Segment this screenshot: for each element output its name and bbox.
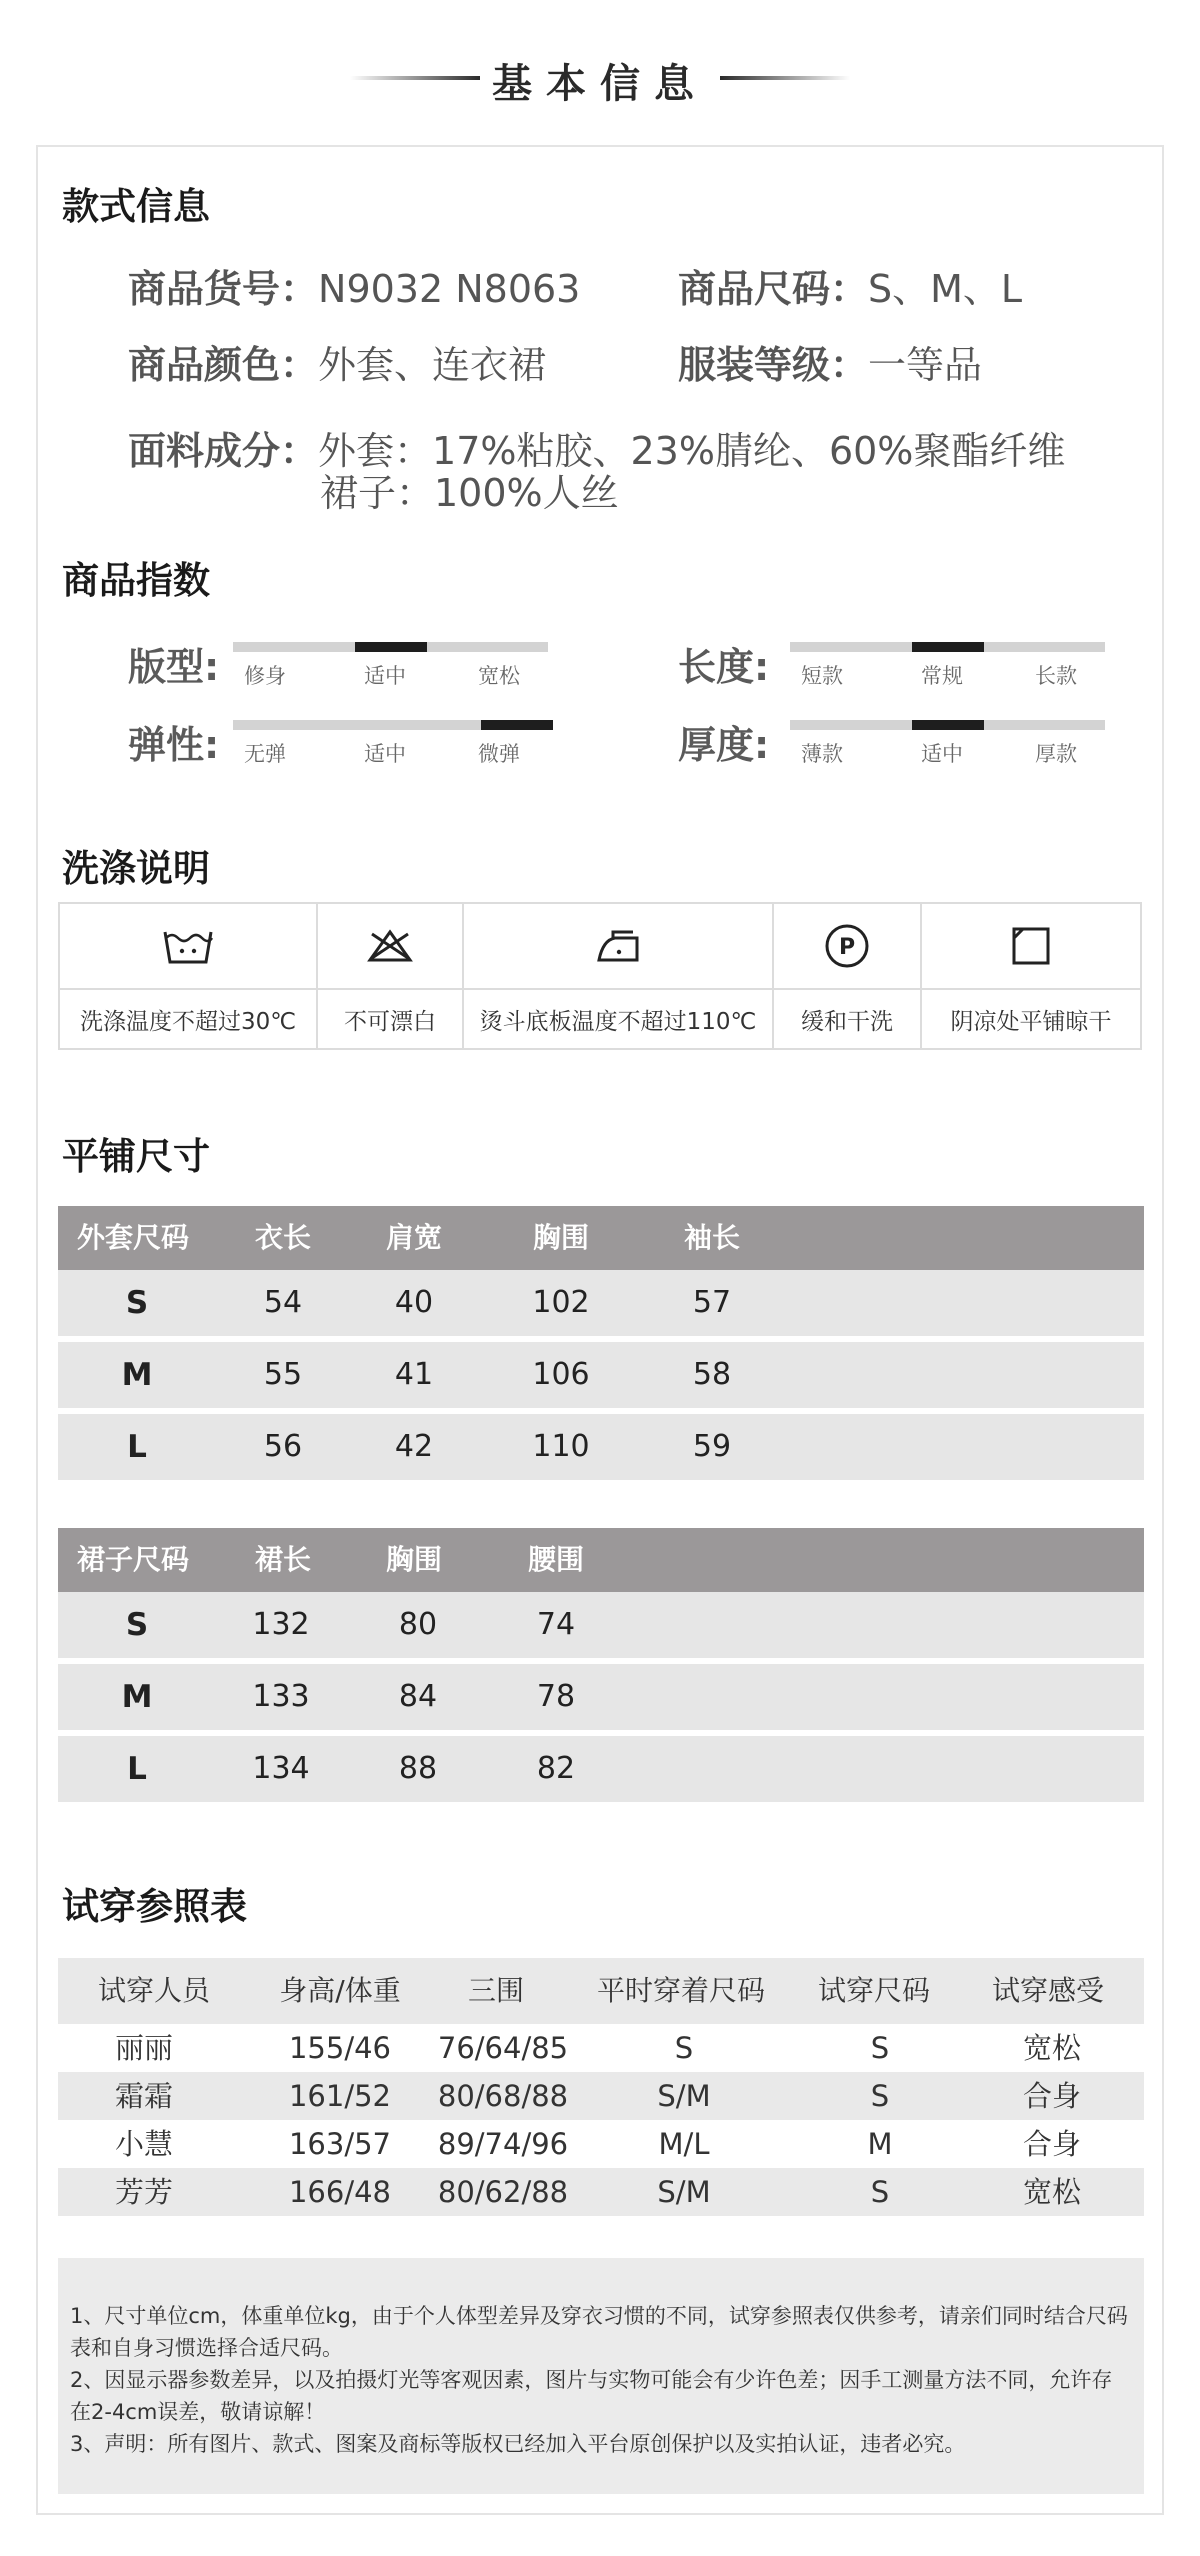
color-field [128,334,546,389]
size-cell: L [127,1429,147,1465]
tryon-header-feeling: 试穿感受 [991,1974,1105,2007]
table-row [58,1342,1144,1408]
wash-cell-5 [922,904,1140,1048]
tryon-header [58,1958,1144,2024]
tryon-cell: 丽丽 [114,2031,174,2065]
tryon-cell: 合身 [1022,2079,1082,2113]
elasticity-label: 弹性: [128,723,220,767]
wash-cell-3 [464,904,774,1048]
wash-text-3: 烫斗底板温度不超过110℃ [479,1008,757,1035]
tryon-cell: S/M [657,2079,711,2113]
item-no-value: N9032 N8063 [318,267,581,311]
length-option-1: 短款 [801,664,843,688]
jacket-header-sleeve: 袖长 [683,1221,741,1254]
page-title: 基本信息 [492,61,708,107]
elasticity-slider [233,720,548,766]
length-slider [790,642,1105,688]
skirt-header-waist: 腰围 [527,1543,585,1576]
wash-instructions-table [58,902,1142,1050]
length-option-3: 长款 [1035,664,1077,688]
wash-cell-4 [774,904,922,1048]
thickness-marker [912,720,984,730]
table-row [58,1414,1144,1480]
tryon-cell: 76/64/85 [437,2031,569,2065]
fit-slider [233,642,548,688]
skirt-size-table [58,1528,1144,1802]
fit-label: 版型: [128,645,220,689]
size-cell: M [121,1679,153,1715]
wash-text-1: 洗涤温度不超过30℃ [79,1008,297,1035]
tryon-cell: 霜霜 [114,2079,174,2113]
wash-text-5: 阴凉处平铺晾干 [950,1008,1112,1035]
value-cell: 56 [263,1429,303,1464]
tryon-table [58,1958,1144,2216]
jacket-header-length: 衣长 [254,1221,312,1254]
wash-cell-1 [60,904,318,1048]
dry-flat-shade-icon [1009,924,1053,968]
item-no-label: 商品货号： [128,267,319,311]
wash-text-2: 不可漂白 [344,1008,436,1035]
table-row [58,1736,1144,1802]
value-cell: 110 [532,1429,590,1464]
fit-option-3: 宽松 [478,664,520,688]
tryon-cell: S [870,2079,890,2113]
dry-clean-p-icon [823,922,871,970]
value-cell: 78 [536,1679,576,1714]
size-value: S、M、L [868,267,1023,311]
jacket-size-header [58,1206,1144,1270]
value-cell: 82 [536,1751,576,1786]
tryon-cell: S/M [657,2175,711,2209]
note-3: 3、声明：所有图片、款式、图案及商标等版权已经加入平台原创保护以及实拍认证，违者必究。 [70,2432,966,2456]
table-row [58,2072,1144,2120]
header-right-rule [720,76,850,80]
tryon-header-tried-size: 试穿尺码 [817,1974,931,2007]
elasticity-marker [481,720,553,730]
notes-box [58,2258,1144,2494]
tryon-cell: 宽松 [1022,2175,1082,2209]
thickness-label: 厚度: [678,723,770,767]
value-cell: 106 [532,1357,590,1392]
table-row [58,2168,1144,2216]
fabric-label: 面料成分： [128,429,319,473]
value-cell: 42 [394,1429,434,1464]
size-cell: S [125,1607,149,1643]
tryon-cell: M/L [658,2127,710,2161]
elasticity-option-2: 适中 [364,742,406,766]
wash-cell-2 [318,904,464,1048]
wash-text-4: 缓和干洗 [801,1008,893,1035]
value-cell: 55 [263,1357,303,1392]
value-cell: 41 [394,1357,434,1392]
fit-option-1: 修身 [244,664,286,688]
tryon-cell: S [870,2175,890,2209]
value-cell: 57 [692,1285,732,1320]
color-label: 商品颜色： [128,343,319,387]
jacket-size-table [58,1206,1144,1480]
tryon-header-height-weight: 身高/体重 [279,1974,401,2007]
length-option-2: 常规 [921,664,963,688]
skirt-header-bust: 胸围 [385,1543,443,1576]
skirt-size-header [58,1528,1144,1592]
note-2: 2、因显示器参数差异，以及拍摄灯光等客观因素，图片与实物可能会有少许色差；因手工测量方法不同，允许存在2-4cm误差，敬请谅解！ [70,2368,1113,2424]
fabric-line-1: 外套：17%粘胶、23%腈纶、60%聚酯纤维 [318,429,1066,473]
tryon-cell: 芳芳 [114,2175,174,2209]
fit-option-2: 适中 [364,664,406,688]
length-marker [912,642,984,652]
section-title-flat-size: 平铺尺寸 [62,1135,210,1178]
wash-30-icon [162,926,214,966]
elasticity-option-3: 微弹 [478,742,520,766]
table-row [58,2024,1144,2072]
value-cell: 40 [394,1285,434,1320]
fabric-line-2: 裙子：100%人丝 [320,471,619,515]
value-cell: 132 [252,1607,310,1642]
table-row [58,1664,1144,1730]
section-title-style-info: 款式信息 [62,185,210,228]
page-header [0,40,1200,120]
tryon-cell: 合身 [1022,2127,1082,2161]
tryon-cell: 89/74/96 [437,2127,569,2161]
tryon-cell: 166/48 [288,2175,392,2209]
thickness-option-3: 厚款 [1035,742,1077,766]
tryon-cell: 80/68/88 [437,2079,569,2113]
elasticity-option-1: 无弹 [244,742,286,766]
table-row [58,1270,1144,1336]
tryon-cell: 宽松 [1022,2031,1082,2065]
size-cell: M [121,1357,153,1393]
size-cell: S [125,1285,149,1321]
value-cell: 134 [252,1751,310,1786]
size-label: 商品尺码： [678,267,869,311]
tryon-cell: 155/46 [288,2031,392,2065]
tryon-header-measurements: 三围 [467,1974,525,2007]
no-bleach-icon [366,926,414,966]
tryon-cell: 80/62/88 [437,2175,569,2209]
value-cell: 80 [398,1607,438,1642]
tryon-cell: M [867,2127,893,2161]
jacket-header-shoulder: 肩宽 [385,1221,443,1254]
grade-field [678,334,982,389]
thickness-option-1: 薄款 [801,742,843,766]
skirt-header-length: 裙长 [254,1543,312,1576]
size-cell: L [127,1751,147,1787]
skirt-header-size: 裙子尺码 [76,1543,190,1576]
value-cell: 133 [252,1679,310,1714]
value-cell: 102 [532,1285,590,1320]
section-title-tryon: 试穿参照表 [62,1885,247,1928]
value-cell: 84 [398,1679,438,1714]
value-cell: 59 [692,1429,732,1464]
grade-label: 服装等级： [678,343,869,387]
note-1: 1、尺寸单位cm，体重单位kg，由于个人体型差异及穿衣习惯的不同，试穿参照表仅供参考，请亲们同时结合尺码表和自身习惯选择合适尺码。 [70,2304,1128,2360]
length-label: 长度: [678,645,770,689]
thickness-option-2: 适中 [921,742,963,766]
grade-value: 一等品 [868,343,983,387]
value-cell: 58 [692,1357,732,1392]
thickness-slider [790,720,1105,766]
color-value: 外套、连衣裙 [318,343,547,387]
fit-marker [355,642,427,652]
tryon-cell: 163/57 [288,2127,392,2161]
jacket-header-size: 外套尺码 [76,1221,190,1254]
tryon-header-usual-size: 平时穿着尺码 [596,1974,766,2007]
table-row [58,1592,1144,1658]
table-row [58,2120,1144,2168]
tryon-cell: 小慧 [114,2127,174,2161]
tryon-cell: 161/52 [288,2079,392,2113]
svg-text:P: P [838,935,856,960]
value-cell: 54 [263,1285,303,1320]
section-title-wash: 洗涤说明 [62,847,210,890]
value-cell: 88 [398,1751,438,1786]
size-field [678,258,1022,313]
tryon-header-person: 试穿人员 [97,1974,211,2007]
tryon-cell: S [870,2031,890,2065]
tryon-cell: S [674,2031,694,2065]
iron-icon [593,926,643,966]
item-no-field [128,258,580,313]
section-title-indices: 商品指数 [62,559,210,602]
value-cell: 74 [536,1607,576,1642]
jacket-header-bust: 胸围 [532,1221,590,1254]
